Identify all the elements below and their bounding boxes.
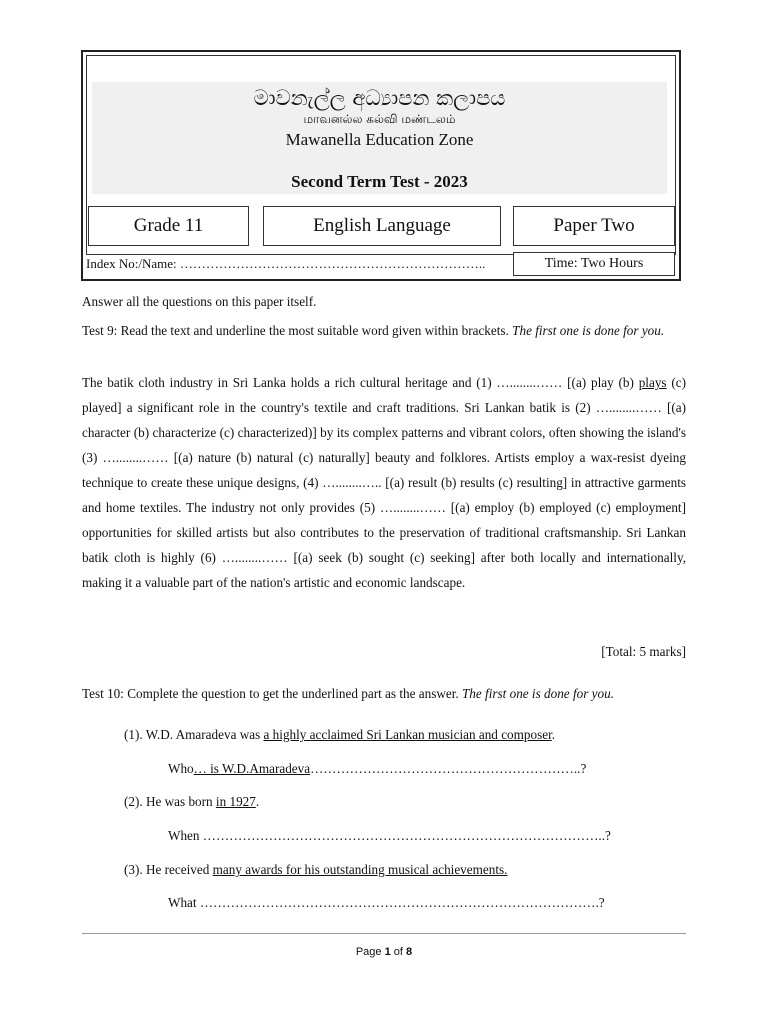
time-label: Time: Two Hours bbox=[544, 256, 644, 271]
page-number bbox=[0, 946, 768, 958]
zone-title-sinhala: මාවනැල්ල අධ්‍යාපන කලාපය bbox=[253, 86, 506, 110]
answer-1-word: Who bbox=[168, 761, 194, 776]
exam-title: Second Term Test - 2023 bbox=[291, 172, 468, 191]
test9-note: The first one is done for you. bbox=[512, 323, 665, 338]
total-pages: 8 bbox=[406, 946, 413, 958]
question-3-text: (3). He received bbox=[124, 862, 213, 877]
general-instructions: Answer all the questions on this paper itself. bbox=[82, 294, 317, 309]
subject-label: English Language bbox=[313, 215, 451, 236]
test9-passage bbox=[82, 370, 686, 595]
test10-note: The first one is done for you. bbox=[461, 686, 614, 701]
question-1-end: . bbox=[551, 727, 556, 742]
paper-label: Paper Two bbox=[553, 215, 635, 236]
time-box bbox=[513, 252, 675, 276]
answer-1-dots: ……………………………………………………..? bbox=[310, 761, 587, 776]
answer-1[interactable] bbox=[168, 756, 586, 781]
zone-title-english: Mawanella Education Zone bbox=[285, 130, 474, 149]
question-1-text: (1). W.D. Amaradeva was bbox=[124, 727, 264, 742]
subject-box bbox=[263, 206, 501, 246]
grade-box bbox=[88, 206, 249, 246]
question-2-end: . bbox=[255, 794, 260, 809]
question-3-underlined: many awards for his outstanding musical achievements. bbox=[212, 862, 508, 877]
grade-label: Grade 11 bbox=[133, 215, 204, 236]
passage-part-1: The batik cloth industry in Sri Lanka holds a rich cultural heritage and (1) …........…… [(a) play (b) bbox=[82, 375, 639, 390]
page-word: Page bbox=[355, 946, 382, 958]
zone-title-tamil: மாவனல்ல கல்வி மண்டலம் bbox=[303, 112, 456, 126]
example-answer-plays: plays bbox=[638, 375, 667, 390]
test10-instructions bbox=[82, 681, 686, 706]
answer-2-line[interactable]: When ………………………………………………………………………………..? bbox=[168, 828, 611, 843]
question-1-underlined: a highly acclaimed Sri Lankan musician and composer bbox=[263, 727, 552, 742]
question-1 bbox=[124, 722, 555, 747]
question-2-underlined: in 1927 bbox=[215, 794, 256, 809]
index-name-field[interactable]: Index No:/Name: …………………………………………………………….. bbox=[86, 256, 486, 271]
answer-1-example: … is W.D.Amaradeva bbox=[193, 761, 311, 776]
footer-divider bbox=[82, 933, 686, 934]
current-page: 1 bbox=[384, 946, 391, 958]
test9-total-marks: [Total: 5 marks] bbox=[601, 644, 686, 659]
question-3 bbox=[124, 857, 507, 882]
test9-intro: Test 9: Read the text and underline the most suitable word given within brackets. bbox=[82, 323, 509, 338]
answer-3-line[interactable]: What ……………………………………………………………………………….? bbox=[168, 895, 605, 910]
passage-part-2: (c) played] a significant role in the country's textile and craft traditions. Sri Lankan batik is (2) …........…… [(a) character (b) characterize (c) characterized)] by its complex patterns and vibrant colors, often showing the island's (3) …........…… [(a) nature (b) natural (c) naturally] beauty and folklores. Artists employ a wax-resist dyeing technique to create these unique designs, (4) …........….. [(a) result (b) results (c) resulting] in attractive garments and home textiles. The industry not only provides (5) …........…… [(a) employ (b) employed (c) employment] opportunities for skilled artists but also contributes to the preservation of traditional craftsmanship. Sri Lankan batik cloth is highly (6) …........…… [(a) seek (b) sought (c) seeking] after both locally and internationally, making it a valuable part of the nation's artistic and economic landscape. bbox=[82, 375, 686, 590]
question-2 bbox=[124, 789, 259, 814]
question-2-text: (2). He was born bbox=[124, 794, 216, 809]
test9-instructions bbox=[82, 322, 686, 339]
paper-box bbox=[513, 206, 675, 246]
test10-intro: Test 10: Complete the question to get the underlined part as the answer. bbox=[82, 686, 459, 701]
of-word: of bbox=[393, 946, 403, 958]
